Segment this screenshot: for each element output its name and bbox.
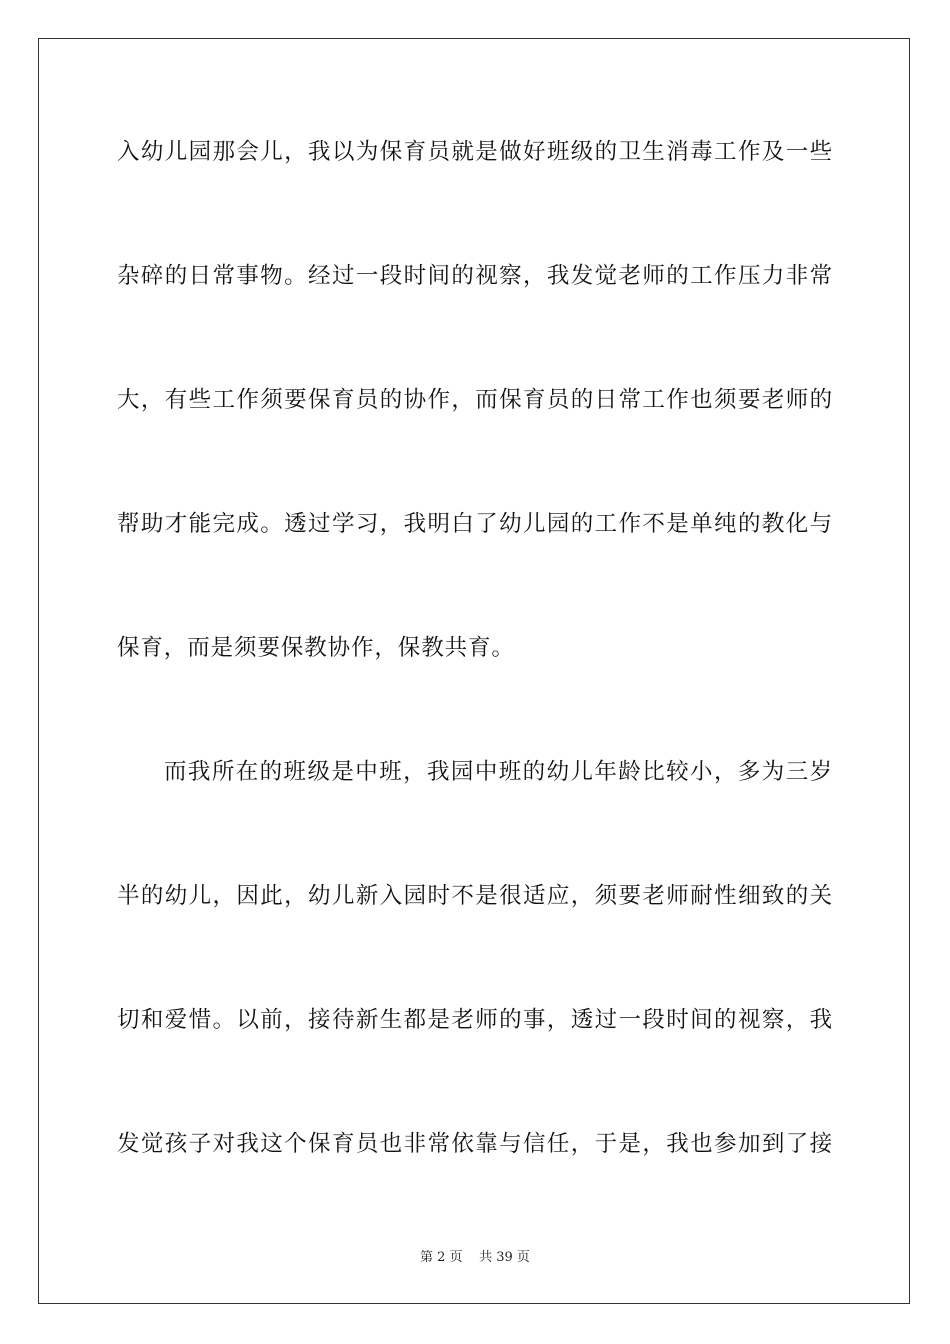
page-footer: [0, 1246, 950, 1265]
text-line-1: 入幼儿园那会儿，我以为保育员就是做好班级的卫生消毒工作及一些: [117, 139, 833, 165]
page-total: 共 39 页: [479, 1250, 530, 1265]
text-line-8: 切和爱惜。以前，接待新生都是老师的事，透过一段时间的视察，我: [117, 1007, 833, 1033]
text-line-9: 发觉孩子对我这个保育员也非常依靠与信任，于是，我也参加到了接: [117, 1131, 833, 1157]
page-border: [38, 38, 910, 1304]
page-number: 第 2 页: [420, 1250, 463, 1265]
text-line-7: 半的幼儿，因此，幼儿新入园时不是很适应，须要老师耐性细致的关: [117, 883, 833, 909]
text-line-4: 帮助才能完成。透过学习，我明白了幼儿园的工作不是单纯的教化与: [117, 511, 833, 537]
text-line-3: 大，有些工作须要保育员的协作，而保育员的日常工作也须要老师的: [117, 387, 833, 413]
text-line-5: 保育，而是须要保教协作，保教共育。: [117, 635, 515, 661]
text-line-2: 杂碎的日常事物。经过一段时间的视察，我发觉老师的工作压力非常: [117, 263, 833, 289]
text-line-6: 而我所在的班级是中班，我园中班的幼儿年龄比较小，多为三岁: [164, 759, 833, 785]
